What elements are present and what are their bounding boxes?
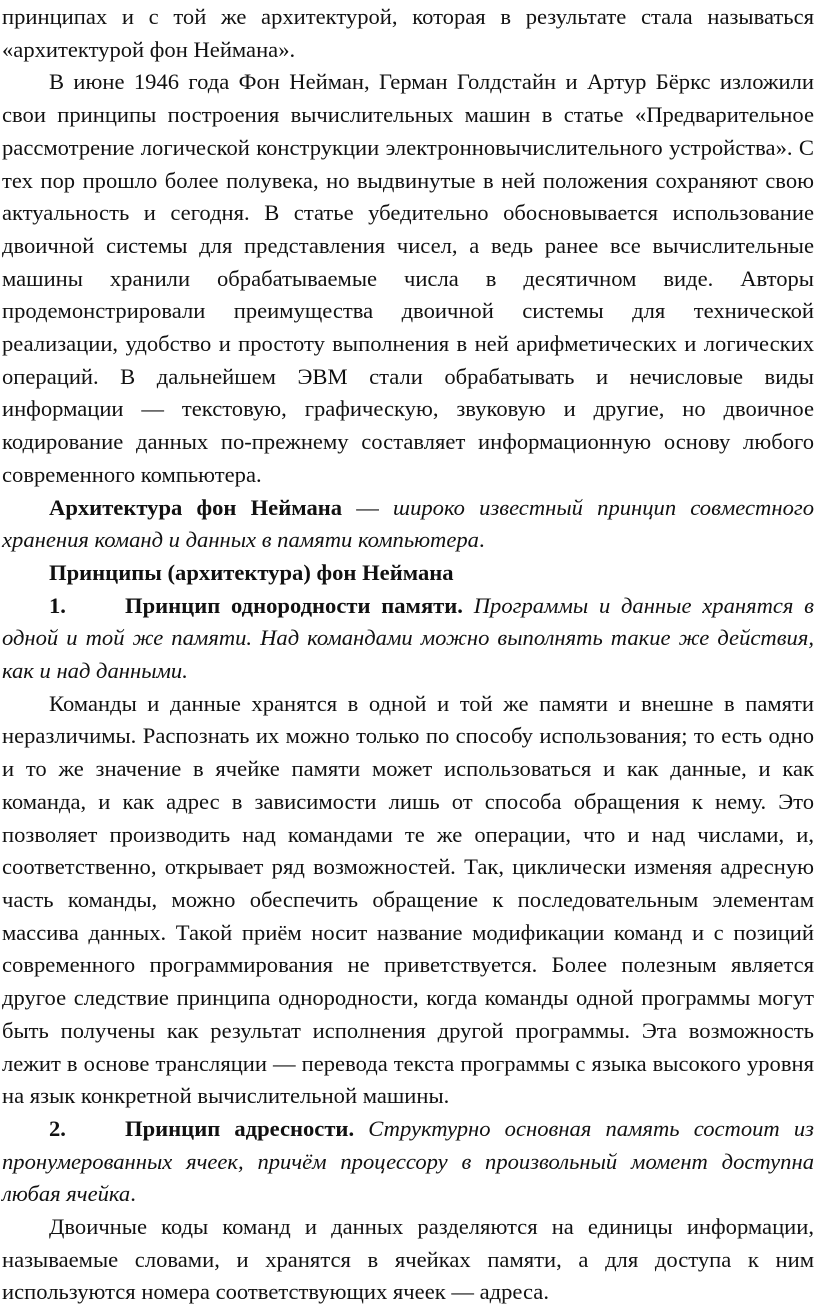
definition-end: .: [478, 527, 485, 553]
principle-2: [2, 1113, 814, 1211]
principle-2-end: .: [130, 1181, 136, 1207]
paragraph-history: В июне 1946 года Фон Нейман, Герман Голдстайн и Артур Бёркс изложили свои принципы построения вычислительных машин в статье «Предварительное рассмотрение логической конструкции электронновычислительного устройства». С тех пор прошло более полувека, но выдвинутые в ней положения сохраняют свою актуальность и сегодня. В статье убедительно обосновывается использование двоичной системы для представления чисел, а ведь ранее все вычислительные машины хранили обрабатываемые числа в десятичном виде. Авторы продемонстрировали преимущества двоичной системы для технической реализации, удобство и простоту выполнения в ней арифметических и логических операций. В дальнейшем ЭВМ стали обрабатывать и нечисловые виды информации — текстовую, графическую, звуковую и другие, но двоичное кодирование данных по-прежнему составляет информационную основу любого современного компьютера.: [2, 69, 814, 487]
principle-2-title: Принцип адресности.: [125, 1115, 355, 1141]
principle-2-statement: Структурно основная память состоит из пронумерованных ячеек, причём процессору в произвольный момент доступна любая ячейка: [2, 1115, 814, 1207]
definition-term: Архитектура фон Неймана: [49, 494, 343, 520]
principle-1-statement: Программы и данные хранятся в одной и той же памяти. Над командами можно выполнять такие же действия, как и над данными.: [2, 592, 814, 684]
principle-1-number: 1.: [49, 592, 66, 618]
principle-1-title: Принцип однородности памяти.: [125, 592, 463, 618]
paragraph-intro-continuation: принципах и с той же архитектурой, которая в результате стала называться «архитектурой фон Неймана».: [2, 4, 814, 62]
section-heading: Принципы (архитектура) фон Неймана: [49, 559, 454, 585]
principle-2-number: 2.: [49, 1115, 66, 1141]
paragraph-addressing: Двоичные коды команд и данных разделяются на единицы информации, называемые словами, и хранятся в ячейках памяти, а для доступа к ним используются номера соответствующих ячеек — адреса.: [2, 1214, 814, 1305]
paragraph-definition: [2, 492, 814, 557]
definition-dash: —: [342, 494, 394, 520]
definition-text: широко известный принцип совместного хранения команд и данных в памяти компьютера: [2, 494, 814, 553]
principle-1: [2, 590, 814, 688]
paragraph-memory-uniformity: Команды и данные хранятся в одной и той же памяти и внешне в памяти неразличимы. Распознать их можно только по способу использования; то есть одно и то же значение в ячейке памяти может использоваться и как данные, и как команда, и как адрес в зависимости лишь от способа обращения к нему. Это позволяет производить над командами те же операции, что и над числами, и, соответственно, открывает ряд возможностей. Так, циклически изменяя адресную часть команды, можно обеспечить обращение к последовательным элементам массива данных. Такой приём носит название модификации команд и с позиций современного программирования не приветствуется. Более полезным является другое следствие принципа однородности, когда команды одной программы могут быть получены как результат исполнения другой программы. Эта возможность лежит в основе трансляции — перевода текста программы с языка высокого уровня на язык конкретной вычислительной машины.: [2, 690, 814, 1109]
